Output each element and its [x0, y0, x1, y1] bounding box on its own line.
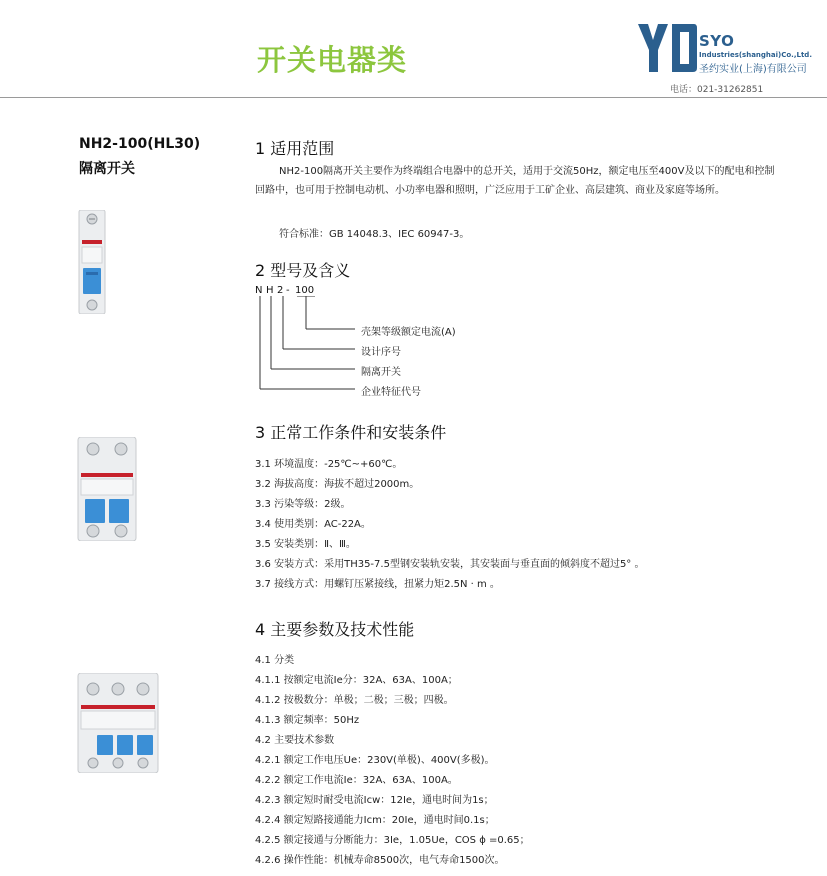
code-rating: 100 — [295, 285, 315, 296]
section-1-title: 1 适用范围 — [255, 139, 335, 158]
parameter-item: 4.2.4 额定短路接通能力Icm：20Ie，通电时间0.1s； — [255, 815, 495, 826]
logo-chinese-name: 圣约实业(上海)有限公司 — [699, 64, 807, 75]
parameter-item: 4.2.3 额定短时耐受电流Icw：12Ie，通电时间为1s； — [255, 795, 494, 806]
header-divider — [0, 97, 827, 98]
model-code — [255, 285, 314, 296]
condition-item: 3.7 接线方式：用螺钉压紧接线，扭紧力矩2.5N · m 。 — [255, 579, 500, 590]
page-title: 开关电器类 — [257, 43, 408, 77]
condition-item: 3.2 海拔高度：海拔不超过2000m。 — [255, 479, 420, 490]
parameter-item: 4.2.6 操作性能：机械寿命8500次，电气寿命1500次。 — [255, 855, 505, 866]
condition-item: 3.3 污染等级：2级。 — [255, 499, 351, 510]
section-4-title: 4 主要参数及技术性能 — [255, 620, 415, 639]
section-1-standard: 符合标准：GB 14048.3、IEC 60947-3。 — [279, 229, 470, 240]
parameter-item: 4.2 主要技术参数 — [255, 735, 335, 746]
section-1-text: NH2-100隔离开关主要作为终端组合电器中的总开关，适用于交流50Hz，额定电压至400V及以下的配电和控制回路中，也可用于控制电动机、小功率电器和照明，广泛应用于工矿企业、高层建筑、商业及家庭等场所。 — [255, 166, 775, 196]
section-3-title: 3 正常工作条件和安装条件 — [255, 423, 447, 442]
code-letter-h: H — [266, 285, 274, 296]
company-logo — [636, 20, 826, 80]
two-pole-switch-image — [77, 437, 137, 541]
condition-item: 3.5 安装类别：Ⅱ、Ⅲ。 — [255, 539, 356, 550]
section-1-paragraph — [255, 162, 775, 200]
code-digit-2: 2 — [277, 285, 284, 296]
single-pole-switch-image — [78, 210, 106, 314]
model-meaning-diagram — [255, 296, 555, 396]
syo-logo-mark-icon — [636, 20, 698, 78]
parameter-item: 4.1.2 按极数分：单极；二极；三极；四极。 — [255, 695, 454, 706]
parameter-item: 4.1.1 按额定电流Ie分：32A、63A、100A； — [255, 675, 458, 686]
logo-english-name: Industries(shanghai)Co.,Ltd. — [699, 51, 812, 59]
condition-item: 3.4 使用类别：AC-22A。 — [255, 519, 371, 530]
condition-item: 3.1 环境温度：-25℃~+60℃。 — [255, 459, 403, 470]
product-model: NH2-100(HL30) — [79, 136, 201, 152]
parameter-item: 4.1.3 额定频率：50Hz — [255, 715, 360, 726]
parameter-item: 4.2.1 额定工作电压Ue：230V(单极)、400V(多极)。 — [255, 755, 495, 766]
three-pole-switch-image — [77, 673, 159, 773]
code-dash: - — [286, 285, 290, 296]
meaning-rated-current: 壳架等级额定电流(A) — [361, 327, 456, 338]
meaning-isolating-switch: 隔离开关 — [361, 367, 401, 378]
code-letter-n: N — [255, 285, 263, 296]
condition-item: 3.6 安装方式：采用TH35-7.5型钢安装轨安装，其安装面与垂直面的倾斜度不超过5° 。 — [255, 559, 645, 570]
meaning-design-number: 设计序号 — [361, 347, 401, 358]
logo-brand: SYO — [699, 32, 735, 50]
parameter-item: 4.1 分类 — [255, 655, 295, 666]
parameter-item: 4.2.2 额定工作电流Ie：32A、63A、100A。 — [255, 775, 458, 786]
section-2-title: 2 型号及含义 — [255, 261, 351, 280]
parameter-item: 4.2.5 额定接通与分断能力：3Ie，1.05Ue，COS ϕ =0.65； — [255, 835, 530, 846]
page-header — [0, 0, 827, 98]
meaning-company-code: 企业特征代号 — [361, 387, 421, 398]
product-name: 隔离开关 — [79, 161, 135, 177]
phone-number: 电话：021-31262851 — [670, 85, 764, 95]
